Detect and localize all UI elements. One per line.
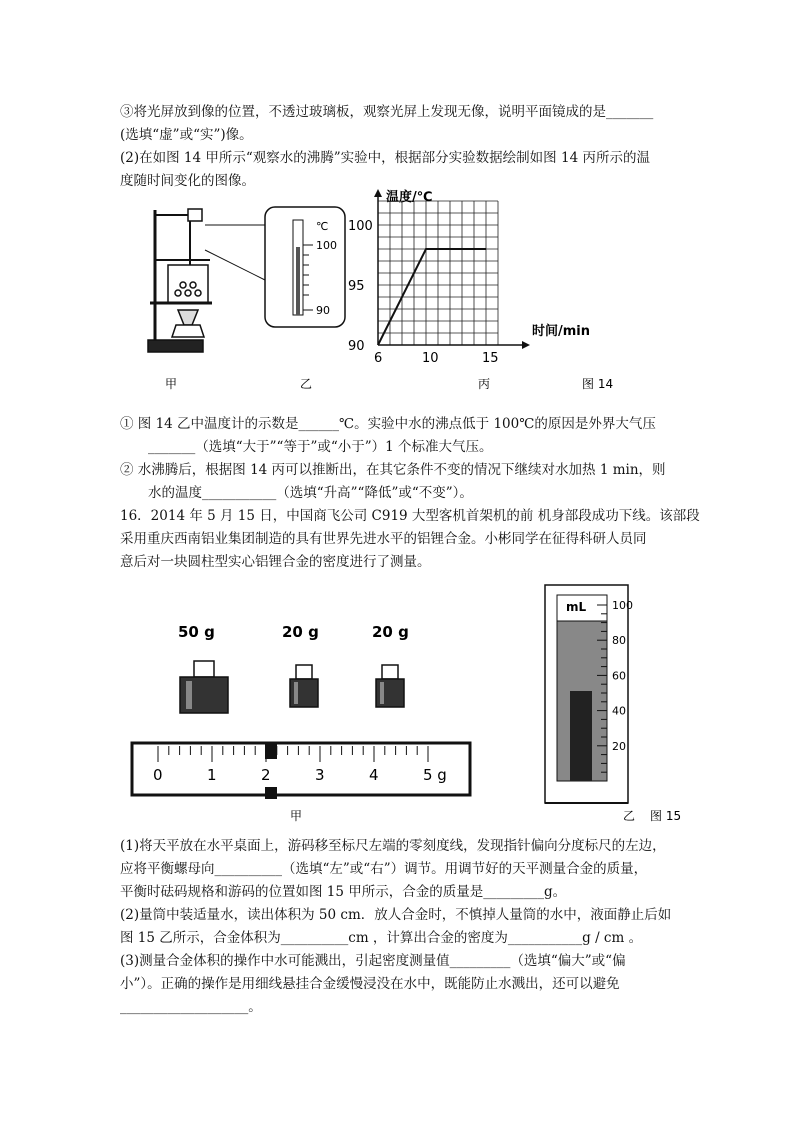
ruler-label: 3	[315, 766, 325, 784]
fig15-label-jia: 甲	[290, 809, 303, 823]
ruler-label: 1	[207, 766, 217, 784]
figure-15	[0, 575, 800, 830]
thermometer-diagram	[265, 207, 345, 327]
fig14-label-jia: 甲	[165, 377, 178, 391]
weight-50g	[180, 661, 228, 713]
text-line-15: (2)量筒中装适量水，读出体积为 50 cm．放人合金时，不慎掉人量筒的水中，液面静止后如	[120, 907, 672, 923]
text-line-5: ① 图 14 乙中温度计的示数是______℃。实验中水的沸点低于 100℃的原因是外界大气压	[120, 416, 656, 432]
x-tick-label: 10	[422, 351, 439, 366]
figure-14	[0, 185, 800, 400]
y-tick-label: 100	[348, 219, 373, 234]
text-line-3: (2)在如图 14 甲所示“观察水的沸腾”实验中，根据部分实验数据绘制如图 14 丙所示的温	[120, 150, 650, 166]
thermometer-label-top: 100	[316, 239, 337, 252]
y-tick-label: 95	[348, 279, 365, 294]
text-line-10: 采用重庆西南铝业集团制造的具有世界先进水平的铝锂合金。小彬同学在征得科研人员同	[120, 531, 647, 547]
cylinder-label: 80	[612, 634, 626, 648]
cylinder-label: 60	[612, 669, 626, 683]
fig14-caption: 图 14	[582, 377, 614, 391]
chart-y-arrow	[374, 189, 382, 197]
text-line-19: ___________________。	[120, 999, 262, 1015]
text-line-14: 平衡时砝码规格和游码的位置如图 15 甲所示，合金的质量是_________g。	[120, 884, 567, 900]
ruler-label: 5 g	[423, 766, 447, 784]
fig14-label-bing: 丙	[478, 377, 491, 391]
text-line-2: (选填“虚”或“实”)像。	[120, 127, 253, 143]
text-line-13: 应将平衡螺母向__________（选填“左”或“右”）调节。用调节好的天平测量合金的质量，	[120, 861, 648, 877]
weight-20g-b	[376, 665, 404, 707]
thermometer-label-bottom: 90	[316, 304, 330, 317]
chart-x-arrow	[522, 341, 530, 349]
weights-group	[178, 623, 409, 641]
measuring-cylinder	[545, 585, 633, 803]
cylinder-label: 20	[612, 739, 626, 753]
x-tick-label: 15	[482, 351, 499, 366]
text-line-11: 意后对一块圆柱型实心铝锂合金的密度进行了测量。	[120, 554, 431, 570]
balance-ruler	[132, 743, 470, 799]
fig15-caption: 图 15	[650, 809, 682, 823]
text-line-9: 16．2014 年 5 月 15 日，中国商飞公司 C919 大型客机首架机的前 机身部段成功下线。该部段	[120, 508, 700, 524]
cylinder-label: 100	[612, 599, 633, 612]
cylinder-unit: mL	[566, 600, 587, 614]
rider-bottom	[265, 787, 277, 799]
text-line-6: _______（选填“大于”“等于”或“小于”）1 个标准大气压。	[148, 439, 493, 455]
text-line-1: ③将光屏放到像的位置，不透过玻璃板，观察光屏上发现无像，说明平面镜成的是_______	[120, 104, 654, 120]
text-line-12: (1)将天平放在水平桌面上，游码移至标尺左端的零刻度线，发现指针偏向分度标尺的左边，	[120, 838, 666, 854]
x-tick-label: 6	[374, 351, 383, 366]
chart-xlabel: 时间/min	[532, 324, 591, 339]
boiling-apparatus-diagram	[148, 209, 265, 352]
weight-label-20g-b: 20 g	[372, 623, 409, 641]
weight-20g-a	[290, 665, 318, 707]
text-line-16: 图 15 乙所示，合金体积为__________cm ，计算出合金的密度为___________g / cm 。	[120, 930, 643, 946]
ruler-label: 0	[153, 766, 163, 784]
weight-label-20g-a: 20 g	[282, 623, 319, 641]
weight-label-50g: 50 g	[178, 623, 215, 641]
ruler-label: 2	[261, 766, 271, 784]
fig15-label-yi: 乙	[623, 809, 636, 823]
ruler-label: 4	[369, 766, 379, 784]
y-tick-label: 90	[348, 339, 365, 354]
chart-grid	[378, 201, 498, 345]
text-line-17: (3)测量合金体积的操作中水可能溅出，引起密度测量值_________（选填“偏大”或“偏	[120, 953, 626, 969]
temperature-time-chart	[348, 189, 590, 366]
thermometer-unit: ℃	[316, 220, 329, 233]
chart-ylabel: 温度/℃	[386, 190, 433, 205]
rider-top	[265, 743, 277, 759]
text-line-4: 度随时间变化的图像。	[120, 173, 255, 189]
cylinder-label: 40	[612, 704, 626, 718]
text-line-7: ② 水沸腾后，根据图 14 丙可以推断出，在其它条件不变的情况下继续对水加热 1 min，则	[120, 462, 666, 478]
text-line-18: 小”）。正确的操作是用细线悬挂合金缓慢浸没在水中，既能防止水溅出，还可以避免	[120, 976, 620, 992]
text-line-8: 水的温度___________（选填“升高”“降低”或“不变”）。	[148, 485, 473, 501]
fig14-label-yi: 乙	[300, 377, 313, 391]
